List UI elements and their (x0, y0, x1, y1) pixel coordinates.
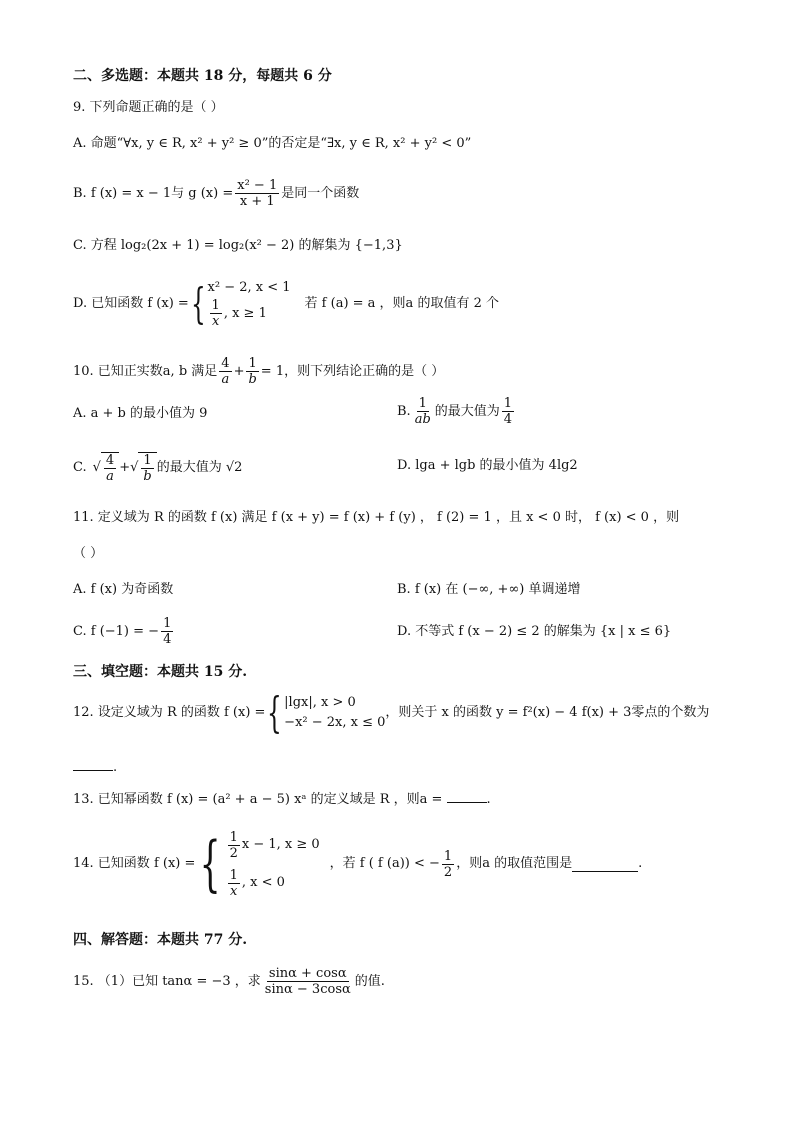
case-2-condition: , x ≥ 1 (223, 305, 267, 321)
question-10-option-b (397, 396, 516, 427)
case-2-expr: , x < 0 (241, 875, 285, 890)
case-2: −x² − 2x, x ≤ 0 (284, 715, 386, 730)
question-11-stem-cont: （ ） (73, 546, 104, 561)
fraction (210, 298, 222, 329)
fraction-numerator: 1 (418, 396, 427, 411)
fraction-denominator: b (143, 469, 152, 484)
plus-sign: + (233, 363, 245, 379)
q14-suffix: ，则a 的取值范围是 (456, 856, 573, 871)
case-1-expr: x − 1, x ≥ 0 (241, 837, 320, 852)
left-brace: { (190, 278, 206, 328)
fraction-numerator: 1 (443, 848, 453, 864)
fraction-numerator: 4 (105, 453, 115, 468)
sqrt-term (138, 452, 156, 484)
option-d-prefix: D. 已知函数 f (x) = (73, 295, 189, 311)
option-c-text: C. f (−1) = − (73, 623, 160, 639)
fraction-denominator: 4 (163, 632, 172, 647)
fraction-denominator: sinα − 3cosα (264, 982, 351, 997)
stem-prefix: 10. 已知正实数a, b 满足 (73, 363, 218, 379)
piecewise-cases (208, 278, 291, 329)
period: . (638, 856, 643, 871)
fraction-numerator: 1 (211, 298, 220, 313)
fraction (263, 966, 353, 997)
fraction (219, 356, 231, 387)
option-c-prefix: C. (73, 460, 87, 475)
option-c-suffix: 的最大值为 √2 (156, 460, 243, 475)
fraction-denominator: a (106, 469, 114, 484)
question-11-option-c (73, 616, 175, 647)
fraction-numerator: x² − 1 (237, 178, 278, 193)
left-brace: { (199, 829, 221, 899)
question-9-stem: 9. 下列命题正确的是（ ） (73, 100, 224, 115)
period: . (486, 792, 491, 807)
piecewise-cases (226, 829, 320, 899)
section-heading-answer: 四、解答题：本题共 77 分. (73, 932, 248, 948)
question-9-option-b (73, 178, 359, 209)
q12-prefix: 12. 设定义域为 R 的函数 f (x) = (73, 705, 266, 720)
fraction-numerator: sinα + cosα (268, 966, 347, 981)
fraction-denominator: x + 1 (239, 194, 275, 209)
question-10-option-a: A. a + b 的最小值为 9 (73, 406, 208, 421)
section-heading-fill: 三、填空题：本题共 15 分. (73, 664, 248, 680)
fraction-numerator: 1 (229, 829, 238, 845)
q12-suffix: ，则关于 x 的函数 y = f²(x) − 4 f(x) + 3零点的个数为 (385, 705, 710, 720)
fraction (246, 356, 258, 387)
stem-suffix: = 1，则下列结论正确的是（ ） (260, 363, 445, 379)
case-1: x² − 2, x < 1 (207, 280, 291, 295)
fraction-denominator: 4 (503, 412, 513, 427)
fraction-denominator: ab (414, 412, 431, 427)
question-11-option-d: D. 不等式 f (x − 2) ≤ 2 的解集为 {x | x ≤ 6} (397, 624, 672, 639)
fraction-denominator: b (248, 372, 257, 387)
answer-blank-14[interactable] (572, 857, 638, 872)
section-heading-multi: 二、多选题：本题共 18 分，每题共 6 分 (73, 68, 332, 84)
fraction (442, 849, 454, 880)
fraction (502, 396, 514, 427)
fraction-denominator: x (230, 883, 238, 899)
option-b-suffix: 的最大值为 (434, 403, 500, 419)
fraction (235, 178, 279, 209)
sqrt-term (101, 452, 119, 484)
question-9-option-a: A. 命题“∀x, y ∈ R, x² + y² ≥ 0”的否定是“∃x, y ∈ R, x² + y² < 0” (73, 136, 472, 151)
answer-blank-12[interactable] (73, 756, 117, 778)
plus-sign: + (119, 460, 131, 475)
case-1: |lgx|, x > 0 (284, 695, 356, 710)
question-11-option-a: A. f (x) 为奇函数 (73, 582, 174, 597)
fraction-numerator: 1 (163, 616, 172, 631)
option-b-prefix: B. (397, 403, 411, 419)
fraction-denominator: 2 (443, 864, 453, 880)
period: . (113, 760, 118, 775)
fraction-numerator: 1 (143, 453, 152, 468)
fraction-numerator: 1 (503, 396, 513, 411)
q14-prefix: 14. 已知函数 f (x) = (73, 856, 196, 871)
question-12 (73, 688, 710, 737)
q13-text: 13. 已知幂函数 f (x) = (a² + a − 5) xᵃ 的定义域是 R ，则a = (73, 792, 443, 807)
fraction-numerator: 4 (221, 356, 230, 371)
option-b-prefix: B. f (x) = x − 1与 g (x) = (73, 185, 234, 201)
q14-middle: ，若 f ( f (a)) < − (329, 856, 440, 871)
fraction (413, 396, 433, 427)
left-brace: { (267, 688, 283, 737)
q15-prefix: 15. （1）已知 tanα = −3 ，求 (73, 973, 261, 989)
question-15 (73, 966, 385, 997)
fraction-numerator: 1 (229, 867, 238, 883)
case-1 (226, 829, 320, 861)
question-14 (73, 829, 643, 899)
option-b-suffix: 是同一个函数 (281, 185, 360, 201)
fraction (161, 616, 173, 647)
fraction-denominator: 2 (229, 845, 238, 861)
question-9-option-d (73, 278, 499, 329)
question-13 (73, 788, 491, 810)
question-10-option-d: D. lga + lgb 的最小值为 4lg2 (397, 458, 578, 473)
fraction-denominator: a (221, 372, 230, 387)
option-d-suffix: 若 f (a) = a ，则a 的取值有 2 个 (304, 295, 499, 311)
question-10-stem (73, 356, 444, 387)
case-2 (226, 867, 320, 899)
question-9-option-c: C. 方程 log₂(2x + 1) = log₂(x² − 2) 的解集为 {−1,3} (73, 238, 403, 253)
question-11-stem: 11. 定义域为 R 的函数 f (x) 满足 f (x + y) = f (x) + f (y) ， f (2) = 1 ，且 x < 0 时， f (x) < 0 ，则 (73, 510, 680, 525)
case-2 (208, 298, 291, 329)
piecewise-cases (284, 693, 385, 733)
fraction-denominator: x (212, 314, 220, 329)
question-11-option-b: B. f (x) 在 (−∞, +∞) 单调递增 (397, 582, 581, 597)
q15-suffix: 的值. (354, 973, 385, 989)
blank-line[interactable] (73, 756, 113, 771)
question-10-option-c: C. √ $\frac{4}{a}$ + √ $\frac{1}{b}$ 的最大值为 √2 (73, 453, 243, 484)
answer-blank-13[interactable] (447, 788, 487, 803)
fraction-numerator: 1 (248, 356, 257, 371)
